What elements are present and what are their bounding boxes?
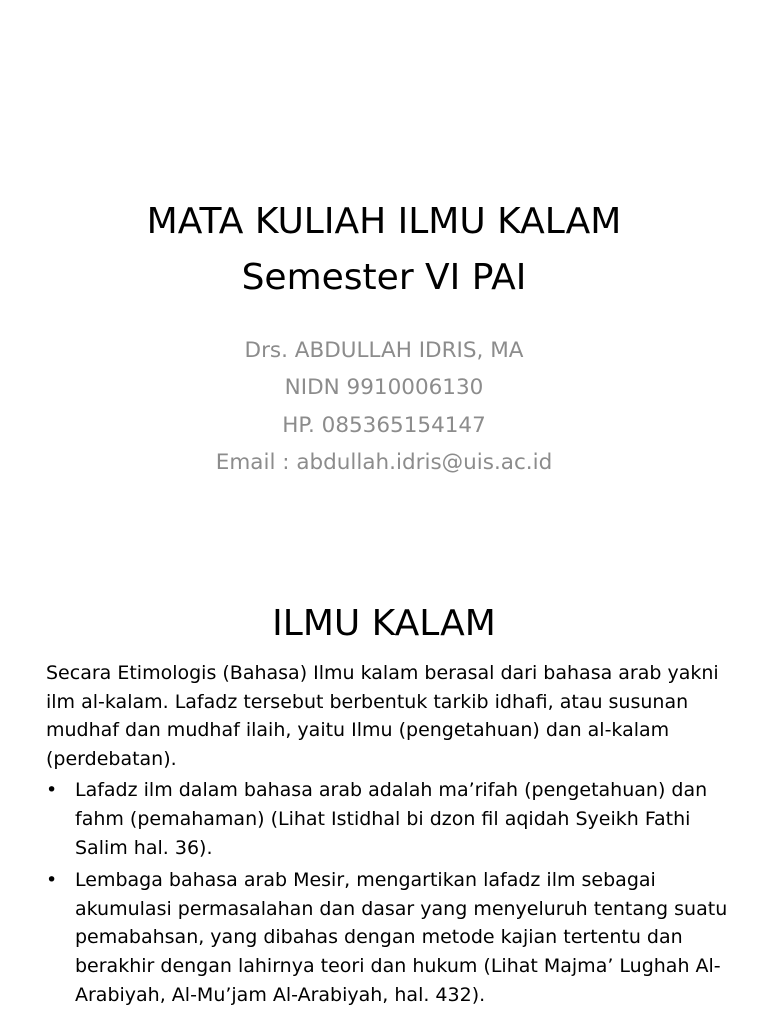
bullet-text: Lembaga bahasa arab Mesir, mengartikan lafadz ilm sebagai akumulasi permasalahan dan dasar yang menyeluruh tentang suatu pemabahsan, yang dibahas dengan metode kajian tertentu dan berakhir dengan lahirnya teori dan hukum (Lihat Majma’ Lughah Al-Arabiyah, Al-Mu’jam Al-Arabiyah, hal. 432). — [75, 869, 728, 1006]
slide-body — [46, 659, 736, 1013]
lecturer-info — [0, 332, 768, 481]
bullet-item — [46, 866, 736, 1009]
bullet-list — [46, 776, 736, 1009]
lecturer-name: Drs. ABDULLAH IDRIS, MA — [244, 338, 524, 363]
bullet-text: Lafadz ilm dalam bahasa arab adalah ma’rifah (pengetahuan) dan fahm (pemahaman) (Lihat Istidhal bi dzon fil aqidah Syeikh Fathi Salim hal. 36). — [75, 779, 708, 859]
bullet-icon: • — [46, 779, 58, 802]
title-line-semester: Semester VI PAI — [241, 257, 527, 298]
bullet-item — [46, 776, 736, 862]
slide-title — [0, 194, 768, 306]
bullet-icon: • — [46, 869, 58, 892]
title-line-course: MATA KULIAH ILMU KALAM — [146, 201, 622, 242]
intro-paragraph: Secara Etimologis (Bahasa) Ilmu kalam berasal dari bahasa arab yakni ilm al-kalam. Lafadz tersebut berbentuk tarkib idhafi, atau susunan mudhaf dan mudhaf ilaih, yaitu Ilmu (pengetahuan) dan al-kalam (perdebatan). — [46, 662, 719, 770]
content-slide — [0, 576, 768, 1024]
lecturer-nidn: NIDN 9910006130 — [284, 375, 484, 401]
slide-heading: ILMU KALAM — [272, 603, 496, 644]
lecturer-phone: HP. 085365154147 — [282, 412, 486, 438]
lecturer-email: Email : abdullah.idris@uis.ac.id — [215, 449, 553, 475]
